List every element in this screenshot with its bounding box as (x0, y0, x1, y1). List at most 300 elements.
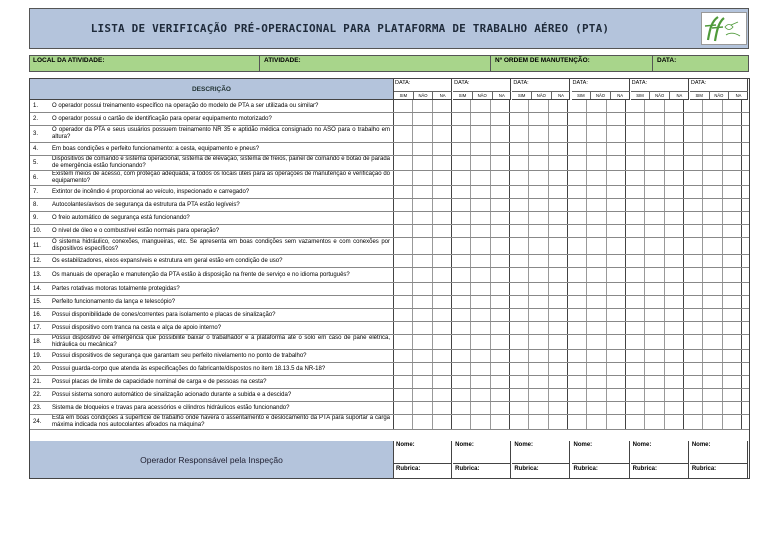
check-cell[interactable] (510, 238, 529, 254)
check-cell[interactable] (452, 225, 471, 237)
check-cell[interactable] (549, 255, 568, 267)
check-cell[interactable] (452, 113, 471, 125)
check-cell[interactable] (394, 171, 413, 185)
check-cell[interactable] (626, 283, 645, 295)
check-cell[interactable] (665, 363, 684, 375)
check-cell[interactable] (568, 363, 587, 375)
check-cell[interactable] (549, 212, 568, 224)
check-cell[interactable] (626, 296, 645, 308)
check-cell[interactable] (703, 389, 722, 401)
check-cell[interactable] (587, 335, 606, 349)
check-cell[interactable] (587, 363, 606, 375)
check-cell[interactable] (433, 238, 452, 254)
check-cell[interactable] (549, 143, 568, 155)
check-cell[interactable] (723, 283, 742, 295)
check-cell[interactable] (510, 309, 529, 321)
check-cell[interactable] (723, 225, 742, 237)
check-cell[interactable] (607, 113, 626, 125)
check-cell[interactable] (433, 255, 452, 267)
check-cell[interactable] (684, 199, 703, 211)
check-cell[interactable] (433, 296, 452, 308)
check-cell[interactable] (723, 376, 742, 388)
check-cell[interactable] (568, 322, 587, 334)
check-cell[interactable] (568, 113, 587, 125)
check-cell[interactable] (529, 113, 548, 125)
check-cell[interactable] (529, 126, 548, 142)
check-cell[interactable] (723, 402, 742, 414)
check-cell[interactable] (471, 186, 490, 198)
check-cell[interactable] (645, 100, 664, 112)
check-cell[interactable] (645, 186, 664, 198)
check-cell[interactable] (471, 199, 490, 211)
check-cell[interactable] (549, 350, 568, 362)
check-cell[interactable] (626, 186, 645, 198)
check-cell[interactable] (549, 238, 568, 254)
check-cell[interactable] (471, 376, 490, 388)
check-cell[interactable] (452, 296, 471, 308)
check-cell[interactable] (607, 335, 626, 349)
check-cell[interactable] (626, 126, 645, 142)
check-cell[interactable] (607, 212, 626, 224)
check-cell[interactable] (607, 350, 626, 362)
check-cell[interactable] (568, 143, 587, 155)
date-label[interactable]: DATA: (395, 80, 411, 86)
check-cell[interactable] (433, 335, 452, 349)
check-cell[interactable] (587, 255, 606, 267)
check-cell[interactable] (549, 363, 568, 375)
check-cell[interactable] (587, 268, 606, 282)
check-cell[interactable] (607, 402, 626, 414)
check-cell[interactable] (645, 199, 664, 211)
check-cell[interactable] (413, 186, 432, 198)
check-cell[interactable] (471, 363, 490, 375)
check-cell[interactable] (626, 402, 645, 414)
check-cell[interactable] (665, 126, 684, 142)
check-cell[interactable] (665, 156, 684, 170)
check-cell[interactable] (607, 171, 626, 185)
check-cell[interactable] (452, 402, 471, 414)
check-cell[interactable] (684, 335, 703, 349)
check-cell[interactable] (587, 283, 606, 295)
check-cell[interactable] (626, 309, 645, 321)
check-cell[interactable] (684, 171, 703, 185)
check-cell[interactable] (394, 225, 413, 237)
check-cell[interactable] (723, 389, 742, 401)
check-cell[interactable] (703, 143, 722, 155)
check-cell[interactable] (684, 309, 703, 321)
check-cell[interactable] (549, 199, 568, 211)
check-cell[interactable] (684, 350, 703, 362)
check-cell[interactable] (587, 126, 606, 142)
check-cell[interactable] (665, 350, 684, 362)
check-cell[interactable] (703, 296, 722, 308)
check-cell[interactable] (471, 268, 490, 282)
check-cell[interactable] (626, 171, 645, 185)
check-cell[interactable] (491, 156, 510, 170)
check-cell[interactable] (452, 126, 471, 142)
signature-box[interactable] (453, 441, 511, 478)
check-cell[interactable] (645, 363, 664, 375)
check-cell[interactable] (471, 143, 490, 155)
check-cell[interactable] (723, 199, 742, 211)
check-cell[interactable] (723, 126, 742, 142)
check-cell[interactable] (684, 255, 703, 267)
local-field[interactable] (30, 56, 258, 71)
check-cell[interactable] (433, 389, 452, 401)
check-cell[interactable] (529, 283, 548, 295)
check-cell[interactable] (549, 171, 568, 185)
check-cell[interactable] (665, 322, 684, 334)
check-cell[interactable] (510, 113, 529, 125)
check-cell[interactable] (607, 143, 626, 155)
check-cell[interactable] (568, 376, 587, 388)
check-cell[interactable] (491, 143, 510, 155)
check-cell[interactable] (723, 171, 742, 185)
check-cell[interactable] (394, 156, 413, 170)
check-cell[interactable] (433, 322, 452, 334)
check-cell[interactable] (665, 389, 684, 401)
check-cell[interactable] (529, 350, 548, 362)
check-cell[interactable] (433, 415, 452, 429)
check-cell[interactable] (665, 415, 684, 429)
check-cell[interactable] (471, 389, 490, 401)
check-cell[interactable] (645, 238, 664, 254)
check-cell[interactable] (723, 322, 742, 334)
check-cell[interactable] (510, 389, 529, 401)
check-cell[interactable] (607, 156, 626, 170)
check-cell[interactable] (394, 389, 413, 401)
check-cell[interactable] (452, 268, 471, 282)
check-cell[interactable] (471, 126, 490, 142)
check-cell[interactable] (549, 309, 568, 321)
check-cell[interactable] (529, 171, 548, 185)
check-cell[interactable] (471, 100, 490, 112)
check-cell[interactable] (510, 415, 529, 429)
check-cell[interactable] (471, 255, 490, 267)
check-cell[interactable] (433, 309, 452, 321)
check-cell[interactable] (703, 268, 722, 282)
check-cell[interactable] (452, 238, 471, 254)
check-cell[interactable] (645, 171, 664, 185)
check-cell[interactable] (645, 415, 664, 429)
check-cell[interactable] (665, 186, 684, 198)
check-cell[interactable] (684, 389, 703, 401)
check-cell[interactable] (607, 363, 626, 375)
check-cell[interactable] (723, 268, 742, 282)
check-cell[interactable] (413, 376, 432, 388)
check-cell[interactable] (529, 268, 548, 282)
check-cell[interactable] (491, 212, 510, 224)
check-cell[interactable] (703, 156, 722, 170)
check-cell[interactable] (413, 296, 432, 308)
check-cell[interactable] (413, 389, 432, 401)
check-cell[interactable] (452, 255, 471, 267)
check-cell[interactable] (723, 363, 742, 375)
check-cell[interactable] (626, 199, 645, 211)
check-cell[interactable] (413, 283, 432, 295)
check-cell[interactable] (471, 350, 490, 362)
check-cell[interactable] (510, 283, 529, 295)
check-cell[interactable] (510, 156, 529, 170)
check-cell[interactable] (529, 296, 548, 308)
check-cell[interactable] (452, 100, 471, 112)
check-cell[interactable] (394, 296, 413, 308)
check-cell[interactable] (491, 309, 510, 321)
check-cell[interactable] (607, 389, 626, 401)
check-cell[interactable] (413, 335, 432, 349)
check-cell[interactable] (703, 376, 722, 388)
check-cell[interactable] (703, 350, 722, 362)
check-cell[interactable] (626, 143, 645, 155)
check-cell[interactable] (587, 113, 606, 125)
check-cell[interactable] (452, 143, 471, 155)
check-cell[interactable] (433, 268, 452, 282)
check-cell[interactable] (510, 322, 529, 334)
check-cell[interactable] (645, 350, 664, 362)
check-cell[interactable] (568, 309, 587, 321)
check-cell[interactable] (626, 389, 645, 401)
check-cell[interactable] (510, 350, 529, 362)
check-cell[interactable] (491, 186, 510, 198)
check-cell[interactable] (587, 225, 606, 237)
date-label[interactable]: DATA: (572, 80, 588, 86)
check-cell[interactable] (529, 255, 548, 267)
check-cell[interactable] (607, 376, 626, 388)
check-cell[interactable] (665, 100, 684, 112)
check-cell[interactable] (665, 335, 684, 349)
signature-box[interactable] (512, 441, 570, 478)
check-cell[interactable] (587, 186, 606, 198)
check-cell[interactable] (703, 335, 722, 349)
check-cell[interactable] (549, 376, 568, 388)
check-cell[interactable] (413, 225, 432, 237)
check-cell[interactable] (626, 268, 645, 282)
check-cell[interactable] (568, 389, 587, 401)
check-cell[interactable] (723, 415, 742, 429)
check-cell[interactable] (510, 212, 529, 224)
check-cell[interactable] (626, 255, 645, 267)
check-cell[interactable] (549, 415, 568, 429)
data-field[interactable] (654, 56, 748, 71)
check-cell[interactable] (413, 212, 432, 224)
check-cell[interactable] (626, 212, 645, 224)
check-cell[interactable] (665, 113, 684, 125)
check-cell[interactable] (607, 225, 626, 237)
check-cell[interactable] (665, 212, 684, 224)
check-cell[interactable] (394, 335, 413, 349)
check-cell[interactable] (394, 268, 413, 282)
check-cell[interactable] (413, 350, 432, 362)
check-cell[interactable] (549, 113, 568, 125)
check-cell[interactable] (645, 225, 664, 237)
date-label[interactable]: DATA: (690, 80, 707, 86)
check-cell[interactable] (433, 363, 452, 375)
check-cell[interactable] (607, 296, 626, 308)
check-cell[interactable] (413, 113, 432, 125)
check-cell[interactable] (626, 376, 645, 388)
check-cell[interactable] (684, 296, 703, 308)
check-cell[interactable] (452, 186, 471, 198)
check-cell[interactable] (684, 212, 703, 224)
check-cell[interactable] (413, 199, 432, 211)
check-cell[interactable] (491, 376, 510, 388)
check-cell[interactable] (452, 156, 471, 170)
check-cell[interactable] (645, 212, 664, 224)
check-cell[interactable] (452, 389, 471, 401)
check-cell[interactable] (684, 113, 703, 125)
check-cell[interactable] (510, 186, 529, 198)
check-cell[interactable] (413, 156, 432, 170)
check-cell[interactable] (645, 268, 664, 282)
check-cell[interactable] (549, 335, 568, 349)
check-cell[interactable] (684, 322, 703, 334)
check-cell[interactable] (549, 322, 568, 334)
check-cell[interactable] (413, 255, 432, 267)
check-cell[interactable] (568, 283, 587, 295)
check-cell[interactable] (433, 283, 452, 295)
check-cell[interactable] (568, 126, 587, 142)
check-cell[interactable] (665, 376, 684, 388)
check-cell[interactable] (413, 171, 432, 185)
check-cell[interactable] (394, 402, 413, 414)
check-cell[interactable] (491, 225, 510, 237)
date-label[interactable]: DATA: (454, 80, 470, 86)
check-cell[interactable] (587, 212, 606, 224)
check-cell[interactable] (529, 143, 548, 155)
check-cell[interactable] (568, 415, 587, 429)
check-cell[interactable] (645, 402, 664, 414)
check-cell[interactable] (684, 100, 703, 112)
check-cell[interactable] (568, 100, 587, 112)
date-label[interactable]: DATA: (513, 80, 529, 86)
check-cell[interactable] (510, 376, 529, 388)
check-cell[interactable] (510, 199, 529, 211)
check-cell[interactable] (645, 143, 664, 155)
check-cell[interactable] (529, 335, 548, 349)
check-cell[interactable] (549, 225, 568, 237)
check-cell[interactable] (645, 126, 664, 142)
check-cell[interactable] (452, 322, 471, 334)
check-cell[interactable] (665, 143, 684, 155)
signature-box[interactable] (572, 441, 630, 478)
check-cell[interactable] (394, 143, 413, 155)
check-cell[interactable] (394, 113, 413, 125)
check-cell[interactable] (491, 238, 510, 254)
check-cell[interactable] (491, 255, 510, 267)
check-cell[interactable] (684, 186, 703, 198)
check-cell[interactable] (529, 100, 548, 112)
check-cell[interactable] (413, 402, 432, 414)
check-cell[interactable] (607, 126, 626, 142)
check-cell[interactable] (587, 156, 606, 170)
check-cell[interactable] (394, 309, 413, 321)
check-cell[interactable] (587, 376, 606, 388)
check-cell[interactable] (626, 415, 645, 429)
check-cell[interactable] (665, 402, 684, 414)
check-cell[interactable] (452, 199, 471, 211)
check-cell[interactable] (607, 199, 626, 211)
check-cell[interactable] (510, 255, 529, 267)
check-cell[interactable] (626, 322, 645, 334)
check-cell[interactable] (587, 143, 606, 155)
check-cell[interactable] (510, 143, 529, 155)
check-cell[interactable] (568, 255, 587, 267)
check-cell[interactable] (587, 402, 606, 414)
check-cell[interactable] (587, 296, 606, 308)
check-cell[interactable] (529, 389, 548, 401)
check-cell[interactable] (510, 268, 529, 282)
check-cell[interactable] (684, 402, 703, 414)
check-cell[interactable] (433, 350, 452, 362)
check-cell[interactable] (394, 186, 413, 198)
check-cell[interactable] (529, 186, 548, 198)
check-cell[interactable] (568, 212, 587, 224)
check-cell[interactable] (568, 402, 587, 414)
check-cell[interactable] (665, 296, 684, 308)
check-cell[interactable] (452, 309, 471, 321)
check-cell[interactable] (607, 100, 626, 112)
check-cell[interactable] (587, 350, 606, 362)
check-cell[interactable] (626, 335, 645, 349)
check-cell[interactable] (684, 268, 703, 282)
check-cell[interactable] (607, 255, 626, 267)
check-cell[interactable] (471, 296, 490, 308)
check-cell[interactable] (491, 322, 510, 334)
check-cell[interactable] (587, 171, 606, 185)
check-cell[interactable] (703, 212, 722, 224)
check-cell[interactable] (491, 171, 510, 185)
ordem-field[interactable] (492, 56, 652, 71)
check-cell[interactable] (665, 255, 684, 267)
check-cell[interactable] (471, 309, 490, 321)
check-cell[interactable] (510, 335, 529, 349)
check-cell[interactable] (626, 350, 645, 362)
check-cell[interactable] (433, 113, 452, 125)
check-cell[interactable] (703, 402, 722, 414)
check-cell[interactable] (607, 283, 626, 295)
check-cell[interactable] (665, 283, 684, 295)
check-cell[interactable] (413, 309, 432, 321)
check-cell[interactable] (684, 225, 703, 237)
check-cell[interactable] (529, 225, 548, 237)
check-cell[interactable] (394, 100, 413, 112)
check-cell[interactable] (413, 268, 432, 282)
check-cell[interactable] (723, 143, 742, 155)
check-cell[interactable] (452, 363, 471, 375)
check-cell[interactable] (510, 363, 529, 375)
check-cell[interactable] (703, 186, 722, 198)
check-cell[interactable] (471, 283, 490, 295)
check-cell[interactable] (394, 255, 413, 267)
check-cell[interactable] (626, 225, 645, 237)
check-cell[interactable] (433, 126, 452, 142)
check-cell[interactable] (684, 143, 703, 155)
check-cell[interactable] (491, 389, 510, 401)
check-cell[interactable] (645, 296, 664, 308)
check-cell[interactable] (491, 268, 510, 282)
check-cell[interactable] (471, 113, 490, 125)
check-cell[interactable] (568, 171, 587, 185)
check-cell[interactable] (587, 322, 606, 334)
check-cell[interactable] (413, 363, 432, 375)
check-cell[interactable] (587, 415, 606, 429)
check-cell[interactable] (723, 156, 742, 170)
check-cell[interactable] (452, 376, 471, 388)
check-cell[interactable] (471, 171, 490, 185)
check-cell[interactable] (549, 283, 568, 295)
check-cell[interactable] (568, 335, 587, 349)
check-cell[interactable] (510, 296, 529, 308)
